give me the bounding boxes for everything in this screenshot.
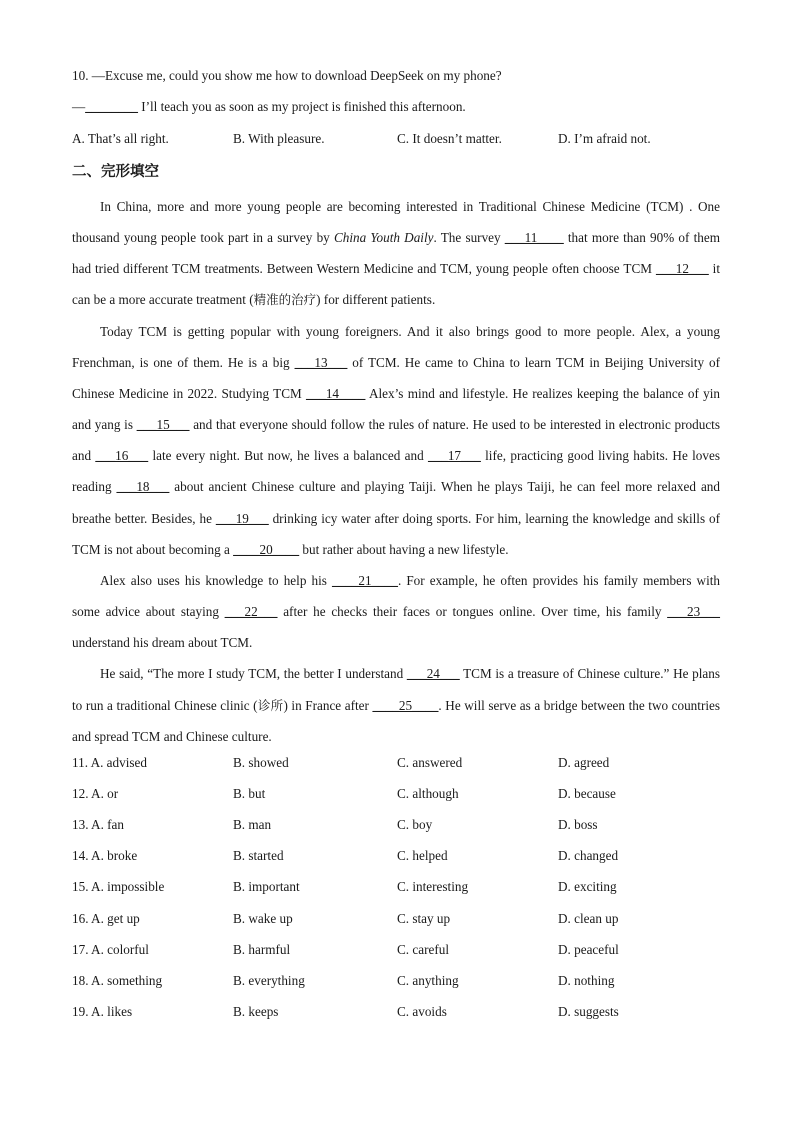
choice-b: B. wake up	[233, 911, 293, 926]
choice-d: D. changed	[558, 848, 619, 863]
text: of TCM. He came to China to learn TCM in Beijing University of Chinese Medicine in 2022. Studying TCM	[72, 354, 720, 401]
choice-row-13	[72, 815, 732, 835]
choice-a: 14. A. broke	[72, 848, 138, 863]
choice-c: C. avoids	[397, 1004, 447, 1019]
text: that more than 90% of them had tried different TCM treatments. Between Western Medicine and TCM, young people often choose TCM	[72, 230, 720, 277]
choice-c: C. helped	[397, 848, 448, 863]
choice-b: B. keeps	[233, 1004, 279, 1019]
cloze-passage	[72, 191, 720, 752]
choice-row-18	[72, 971, 732, 991]
text: and that everyone should follow the rules of nature. He used to be interested in electronic products and	[72, 417, 720, 464]
answer-dash: —	[72, 99, 86, 114]
choice-c: C. anything	[397, 973, 459, 988]
text: but rather about having a new lifestyle.	[299, 541, 509, 557]
blank-24: ___24___	[406, 666, 460, 682]
blank-15: ___15___	[136, 417, 190, 433]
text: . For example, he often provides his family members with some advice about staying	[72, 572, 721, 620]
question-10-answer-line	[72, 97, 732, 128]
choice-a: 12. A. or	[72, 786, 119, 801]
answer-rest: I’ll teach you as soon as my project is finished this afternoon.	[137, 99, 466, 114]
text: drinking icy water after doing sports. For him, learning the knowledge and skills of TCM is not about becoming a	[72, 510, 720, 557]
choice-b: B. everything	[233, 973, 305, 988]
text: Alex’s mind and lifestyle. He realizes keeping the balance of yin and yang is	[72, 385, 721, 433]
choice-c: C. careful	[397, 942, 449, 957]
paragraph-4	[72, 658, 720, 751]
blank-12: ___12___	[655, 261, 709, 277]
chinese-gloss: 诊所	[257, 697, 284, 713]
choice-b: B. important	[233, 879, 300, 894]
option-c: C. It doesn’t matter.	[397, 131, 502, 146]
section-title: 二、完形填空	[72, 164, 159, 180]
choice-row-11	[72, 753, 732, 773]
choice-a: 18. A. something	[72, 973, 163, 988]
text: Alex also uses his knowledge to help his	[100, 572, 333, 588]
text: life, practicing good living habits. He loves reading	[72, 448, 720, 495]
text: ) in France after	[283, 697, 373, 713]
paragraph-2	[72, 316, 720, 565]
choice-d: D. agreed	[558, 755, 610, 770]
choice-d: D. peaceful	[558, 942, 619, 957]
choice-row-14	[72, 846, 732, 866]
text: late every night. But now, he lives a balanced and	[148, 448, 429, 464]
choice-c: C. although	[397, 786, 459, 801]
choice-row-19	[72, 1002, 732, 1022]
blank-14: ___14____	[306, 385, 366, 401]
text: ) for different patients.	[316, 292, 436, 308]
choice-d: D. exciting	[558, 879, 617, 894]
question-10-options	[72, 129, 732, 149]
text: understand his dream about TCM.	[72, 635, 253, 651]
choice-c: C. interesting	[397, 879, 469, 894]
choice-c: C. answered	[397, 755, 463, 770]
blank-11: ___11____	[504, 230, 564, 246]
blank-20: ____20____	[233, 541, 300, 557]
blank-23: ___23___	[667, 604, 720, 620]
chinese-gloss: 精准的治疗	[253, 292, 317, 308]
text: In China, more and more young people are becoming interested in Traditional Chinese Medicine (TCM) . One thousand young people took part in a survey by	[72, 199, 720, 246]
blank-16: ___16___	[95, 448, 149, 464]
choice-a: 15. A. impossible	[72, 879, 165, 894]
blank-18: ___18___	[116, 479, 170, 495]
text: . He will serve as a bridge between the two countries and spread TCM and Chinese culture.	[72, 697, 720, 744]
choice-row-15	[72, 877, 732, 897]
answer-blank: ________	[85, 99, 138, 114]
paragraph-1	[72, 191, 720, 316]
blank-19: ___19___	[215, 510, 269, 526]
text: . The survey	[433, 230, 505, 246]
paragraph-3	[72, 565, 720, 658]
choice-d: D. boss	[558, 817, 598, 832]
choice-b: B. showed	[233, 755, 289, 770]
choice-a: 16. A. get up	[72, 911, 140, 926]
option-b: B. With pleasure.	[233, 131, 325, 146]
choice-c: C. stay up	[397, 911, 451, 926]
choice-a: 13. A. fan	[72, 817, 125, 832]
text: TCM is a treasure of Chinese culture.” He plans to run a traditional Chinese clinic (	[72, 666, 720, 713]
blank-17: ___17___	[428, 448, 481, 464]
text: about ancient Chinese culture and playing Taiji. When he plays Taiji, he can feel more relaxed and breathe better. Besides, he	[72, 479, 720, 526]
choice-row-16	[72, 909, 732, 929]
choice-row-17	[72, 940, 732, 960]
choice-d: D. suggests	[558, 1004, 619, 1019]
choice-row-12	[72, 784, 732, 804]
newspaper-name: China Youth Daily	[333, 230, 434, 246]
text: after he checks their faces or tongues online. Over time, his family	[277, 604, 668, 620]
choice-c: C. boy	[397, 817, 433, 832]
text: He said, “The more I study TCM, the better I understand	[100, 666, 407, 682]
blank-21: ____21____	[332, 572, 398, 588]
choice-a: 19. A. likes	[72, 1004, 133, 1019]
question-10-text: 10. —Excuse me, could you show me how to download DeepSeek on my phone?	[72, 68, 502, 83]
choice-d: D. nothing	[558, 973, 615, 988]
option-d: D. I’m afraid not.	[558, 131, 651, 146]
choice-a: 17. A. colorful	[72, 942, 149, 957]
option-a: A. That’s all right.	[72, 131, 169, 146]
choice-a: 11. A. advised	[72, 755, 147, 770]
choice-b: B. but	[233, 786, 266, 801]
choice-d: D. clean up	[558, 911, 619, 926]
blank-13: ___13___	[294, 354, 348, 370]
choice-b: B. harmful	[233, 942, 291, 957]
question-10	[72, 66, 732, 128]
text: it can be a more accurate treatment (	[72, 261, 721, 308]
choice-b: B. man	[233, 817, 272, 832]
choice-d: D. because	[558, 786, 616, 801]
choice-b: B. started	[233, 848, 284, 863]
blank-22: ___22___	[224, 604, 278, 620]
blank-25: ____25____	[372, 697, 439, 713]
text: Today TCM is getting popular with young foreigners. And it also brings good to more people. Alex, a young Frenchman, is one of them. He is a big	[72, 323, 720, 370]
